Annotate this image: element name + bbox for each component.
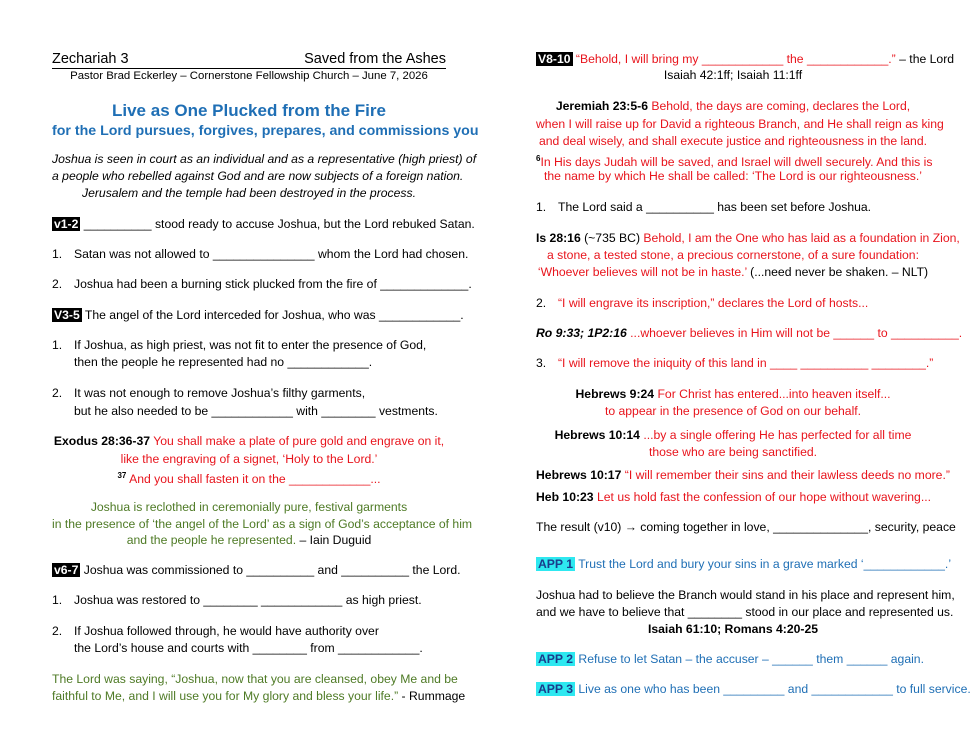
sermon-title: Saved from the Ashes [304,51,446,67]
quote-text: faithful to Me, and I will use you for My glory and bless your life.” [52,689,399,703]
section-v1-2 [52,216,475,232]
isaiah-line-2: a stone, a tested stone, a precious cornerstone, of a sure foundation: [547,248,919,262]
exodus-quote-line-2: like the engraving of a signet, ‘Holy to the Lord.’ [120,452,378,466]
verse-number: 37 [117,471,127,480]
list-number: 2. [52,386,63,400]
app-tag: APP 3 [538,682,574,696]
scripture-text: ‘Whoever believes will not be in haste.’ [537,265,747,279]
scripture-text: “I will remember their sins and their lawless deeds no more.” [624,468,950,482]
section-v8-10 [536,51,955,67]
hebrews-10-14-line-2: those who are being sanctified. [648,445,818,459]
hebrews-10-17 [536,467,950,483]
list-number: 2. [536,296,547,310]
list-number: 1. [536,200,547,214]
exodus-quote-line-3 [52,468,446,487]
list-text: “I will remove the iniquity of this land in ____ __________ ________.” [558,356,934,370]
scripture-text: Behold, I am the One who has laid as a foundation in Zion, [643,231,960,245]
scripture-ref: Heb 10:23 [536,490,594,504]
byline: Pastor Brad Eckerley – Cornerstone Fellowship Church – June 7, 2026 [70,70,428,82]
sermon-reference: Zechariah 3 [52,51,129,67]
scripture-ref: Hebrews 10:17 [536,468,622,482]
list-text: “I will engrave its inscription,” declares the Lord of hosts... [558,296,869,310]
list-item [52,385,446,401]
hebrews-9-24-line-2: to appear in the presence of God on our behalf. [604,404,862,418]
subtitle: for the Lord pursues, forgives, prepares, and commissions you [52,123,479,139]
result-line: The result (v10) → coming together in love, ______________, security, peace [536,520,956,534]
list-number: 2. [52,624,63,638]
quote-author: – Iain Duguid [299,533,372,547]
list-text: The Lord said a __________ has been set before Joshua. [558,200,872,214]
list-item [52,246,469,262]
list-number: 1. [52,593,63,607]
jeremiah-line-2: when I will raise up for David a righteous Branch, and He shall reign as king [536,117,944,131]
list-text: If Joshua, as high priest, was not fit to enter the presence of God, [74,338,427,352]
nlt-note: (...need never be shaken. – NLT) [750,265,929,279]
scripture-text: ...whoever believes in Him will not be ______ to __________. [630,326,963,340]
scripture-ref: Exodus 28:36-37 [53,434,151,448]
scripture-text: And you shall fasten it on the ____________... [129,472,381,487]
exodus-quote-line-1 [52,433,446,449]
intro-line-3: Jerusalem and the temple had been destroyed in the process. [81,186,416,200]
list-item [536,199,930,215]
scripture-text: For Christ has entered...into heaven itself... [657,387,891,401]
list-number: 2. [52,277,63,291]
scripture-text: Let us hold fast the confession of our hope without wavering... [596,490,931,504]
list-item [536,295,930,311]
quote-author: - Rummage [401,689,466,703]
app-tag: APP 1 [538,557,574,571]
cross-references: Isaiah 42:1ff; Isaiah 11:1ff [663,68,803,82]
section-tag: v6-7 [54,563,79,577]
duguid-quote-line-1: Joshua is reclothed in ceremonially pure, festival garments [90,500,408,514]
app-text: Refuse to let Satan – the accuser – ______ them ______ again. [578,652,924,666]
duguid-quote-line-2: in the presence of ‘the angel of the Lord’ as a sign of God’s acceptance of him [52,517,473,531]
intro-line-2: a people who rebelled against God and are now subjects of a foreign nation. [52,169,464,183]
section-text: “Behold, I will bring my ____________ the ____________.” [575,52,896,66]
section-v6-7 [52,562,461,578]
list-text-cont: the Lord’s house and courts with ________ from ____________. [74,641,423,655]
section-tag: V8-10 [538,52,571,66]
section-text: __________ stood ready to accuse Joshua, but the Lord rebuked Satan. [83,217,475,231]
intro-line-1: Joshua is seen in court as an individual and as a representative (high priest) of [52,152,477,166]
scripture-ref: Jeremiah 23:5-6 [555,99,648,113]
jeremiah-line-1 [536,98,930,114]
hebrews-10-14-line-1 [536,427,930,443]
list-item [52,276,472,292]
list-item [52,592,446,608]
list-text-cont: then the people he represented had no ____________. [74,355,373,369]
app-tag: APP 2 [538,652,574,666]
branch-refs: Isaiah 61:10; Romans 4:20-25 [647,622,819,636]
isaiah-line-1 [536,230,960,246]
main-title: Live as One Plucked from the Fire [112,101,386,120]
branch-line-1: Joshua had to believe the Branch would stand in his place and represent him, [536,588,955,602]
scripture-date: (~735 BC) [584,231,641,245]
romans-quote [536,325,963,341]
section-tag: v1-2 [54,217,79,231]
application-3 [536,681,971,697]
list-text: It was not enough to remove Joshua’s filthy garments, [74,386,366,400]
scripture-text: You shall make a plate of pure gold and engrave on it, [153,434,445,448]
jeremiah-line-5: the name by which He shall be called: ‘The Lord is our righteousness.’ [543,169,922,183]
scripture-text: Behold, the days are coming, declares the Lord, [651,99,911,113]
section-text: Joshua was commissioned to __________ and __________ the Lord. [83,563,461,577]
section-v3-5 [52,307,464,323]
hebrews-10-23 [536,489,930,505]
list-text: If Joshua followed through, he would have authority over [74,624,379,638]
rummage-quote-line-1: The Lord was saying, “Joshua, now that you are cleansed, obey Me and be [52,672,458,686]
jeremiah-line-3: and deal wisely, and shall execute justice and righteousness in the land. [539,134,927,148]
quote-text: and the people he represented. [126,533,297,547]
list-text: Joshua had been a burning stick plucked from the fire of _____________. [74,277,472,291]
isaiah-line-3 [536,264,930,280]
application-1 [536,556,952,572]
scripture-text: In His days Judah will be saved, and Israel will dwell securely. And this is [540,155,933,170]
list-number: 3. [536,356,547,370]
app-text: Live as one who has been _________ and ____________ to full service. [578,682,971,696]
list-text: Satan was not allowed to _______________ whom the Lord had chosen. [74,247,469,261]
verse-number: 6 [536,154,541,163]
duguid-quote-line-3 [52,532,446,548]
page-header [52,51,446,69]
scripture-text: ...by a single offering He has perfected for all time [643,428,912,442]
hebrews-9-24-line-1 [536,386,930,402]
rummage-quote-line-2 [52,688,466,704]
list-item [52,337,446,353]
list-number: 1. [52,338,63,352]
list-item [536,355,934,371]
list-item [52,623,446,639]
list-text-cont: but he also needed to be ____________ with ________ vestments. [74,404,438,418]
section-tag: V3-5 [54,308,80,322]
app-text: Trust the Lord and bury your sins in a grave marked ‘____________.’ [578,557,952,571]
section-text: The angel of the Lord interceded for Joshua, who was ____________. [84,308,464,322]
section-attribution: – the Lord [899,52,955,66]
list-number: 1. [52,247,63,261]
branch-line-2: and we have to believe that ________ stood in our place and represented us. [536,605,954,619]
application-2 [536,651,930,667]
scripture-ref: Hebrews 10:14 [554,428,640,442]
list-text: Joshua was restored to ________ ____________ as high priest. [74,593,422,607]
scripture-ref: Is 28:16 [536,231,581,245]
scripture-ref: Hebrews 9:24 [575,387,655,401]
scripture-ref: Ro 9:33; 1P2:16 [536,326,627,340]
